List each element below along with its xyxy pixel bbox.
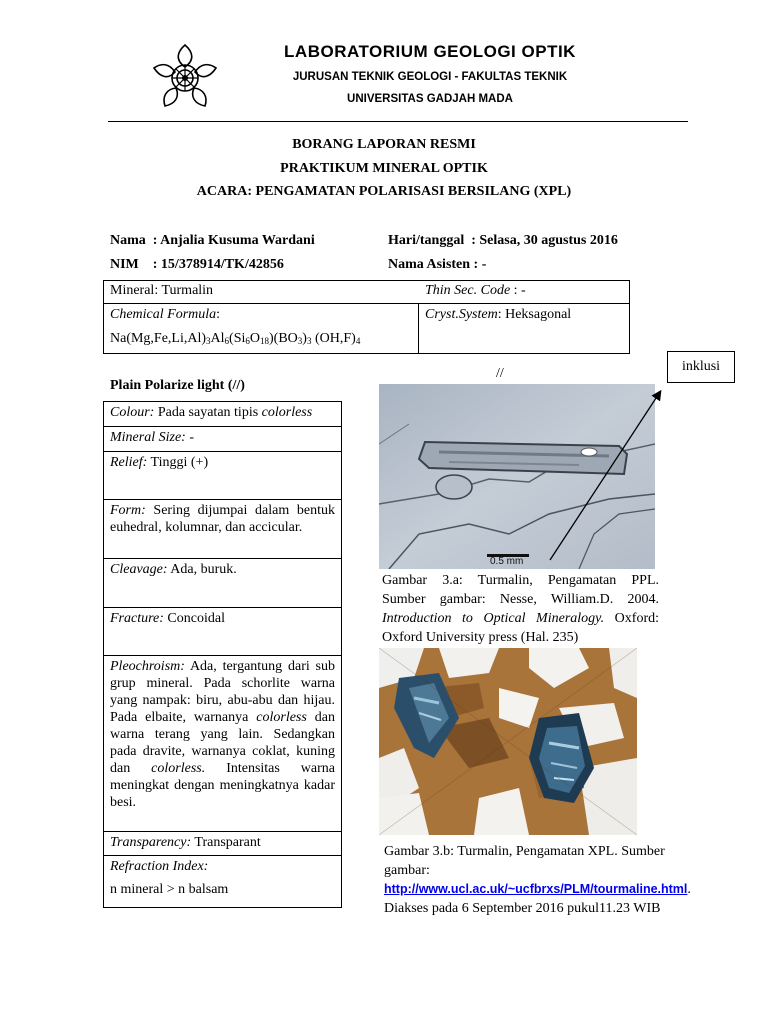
form-row: Form: Sering dijumpai dalam bentuk euhedral, kolumnar, dan accicular. <box>104 500 341 559</box>
caption-ppl: Gambar 3.a: Turmalin, Pengamatan PPL. Sumber gambar: Nesse, William.D. 2004. Introduction to Optical Mineralogy. Oxford: Oxford University press (Hal. 235) <box>382 573 659 645</box>
inklusi-arrow <box>540 380 680 570</box>
caption-xpl: Gambar 3.b: Turmalin, Pengamatan XPL. Sumber gambar: http://www.ucl.ac.uk/~ucfbrxs/PLM/tourmaline.html. Diakses pada 6 September 2016 pukul11.23 WIB <box>384 844 691 916</box>
scale-bar-label: 0.5 mm <box>490 556 524 567</box>
mineral-info-table <box>103 280 630 354</box>
transparency-row: Transparency: Transparant <box>104 832 341 856</box>
lab-title: LABORATORIUM GEOLOGI OPTIK <box>284 42 576 61</box>
university-emblem-icon <box>150 42 220 112</box>
crystal-system: Cryst.System: Heksagonal <box>425 307 572 322</box>
relief-row: Relief: Tinggi (+) <box>104 452 341 500</box>
mineral-name: Mineral: Turmalin <box>110 283 214 298</box>
refraction-index-row: Refraction Index: n mineral > n balsam <box>110 859 229 897</box>
chemical-formula-label: Chemical Formula: <box>110 307 221 322</box>
practicum-date: Hari/tanggal : Selasa, 30 agustus 2016 <box>388 233 618 248</box>
optical-properties-table <box>103 401 342 908</box>
assistant-name: Nama Asisten : - <box>388 257 487 272</box>
cleavage-row: Cleavage: Ada, buruk. <box>104 559 341 608</box>
xpl-micrograph-image <box>379 648 637 835</box>
thin-section-code: Thin Sec. Code : - <box>425 283 526 298</box>
session-title: ACARA: PENGAMATAN POLARISASI BERSILANG (XPL) <box>196 184 572 199</box>
practicum-title: PRAKTIKUM MINERAL OPTIK <box>280 161 488 176</box>
department-name: JURUSAN TEKNIK GEOLOGI - FAKULTAS TEKNIK <box>292 71 568 83</box>
student-nim: NIM : 15/378914/TK/42856 <box>110 257 284 272</box>
fracture-row: Fracture: Concoidal <box>104 608 341 656</box>
colour-row: Colour: Pada sayatan tipis colorless <box>104 402 341 427</box>
university-name: UNIVERSITAS GADJAH MADA <box>347 93 513 105</box>
pleochroism-row: Pleochroism: Ada, tergantung dari sub grup mineral. Pada schorlite warna yang nampak: biru, abu-abu dan hijau. Pada elbaite, warnanya colorless dan warna terang yang lain. Sedangkan pada dravite, warnanya coklat, kuning dan colorless. Intensitas warna meningkat dengan meningkatnya kadar besi. <box>104 656 341 832</box>
parallel-symbol: // <box>496 366 504 381</box>
ppl-heading: Plain Polarize light (//) <box>110 378 245 393</box>
source-link[interactable]: http://www.ucl.ac.uk/~ucfbrxs/PLM/tourmaline.html <box>384 882 688 896</box>
chemical-formula: $Na(Mg,Fe,Li,Al)_3Al_6(Si_6O_{18})(BO_3)_3$ $(OH,F)_4$ <box>110 331 361 346</box>
inklusi-label: inklusi <box>667 351 735 383</box>
mineral-size-row: Mineral Size: - <box>104 427 341 452</box>
report-title: BORANG LAPORAN RESMI <box>292 137 476 152</box>
student-name: Nama : Anjalia Kusuma Wardani <box>110 233 315 248</box>
header-divider <box>108 121 688 122</box>
